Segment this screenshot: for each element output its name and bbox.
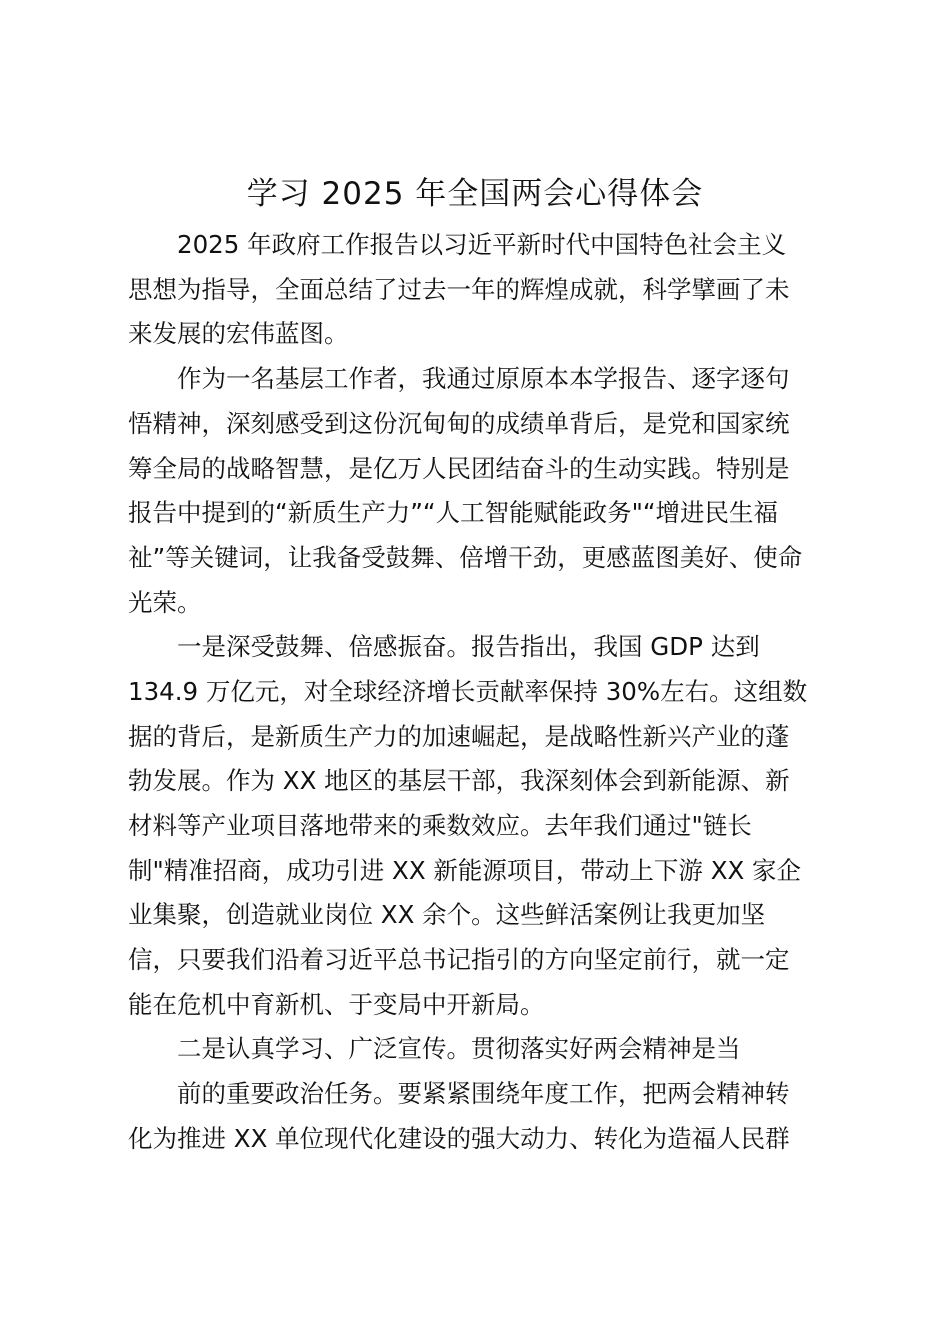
body-line-15: 制"精准招商，成功引进 XX 新能源项目，带动上下游 XX 家企: [128, 856, 802, 885]
body-line-17: 信，只要我们沿着习近平总书记指引的方向坚定前行，就一定: [128, 945, 790, 974]
body-line-6: 筹全局的战略智慧，是亿万人民团结奋斗的生动实践。特别是: [128, 454, 790, 483]
body-line-12: 据的背后，是新质生产力的加速崛起，是战略性新兴产业的蓬: [128, 722, 790, 751]
body-line-2: 思想为指导，全面总结了过去一年的辉煌成就，科学擘画了未: [128, 275, 790, 304]
body-line-8: 祉”等关键词，让我备受鼓舞、倍增干劲，更感蓝图美好、使命: [128, 543, 803, 572]
body-line-21: 化为推进 XX 单位现代化建设的强大动力、转化为造福人民群: [128, 1124, 790, 1153]
body-line-18: 能在危机中育新机、于变局中开新局。: [128, 990, 545, 1019]
body-line-3: 来发展的宏伟蓝图。: [128, 319, 349, 348]
body-line-19: 二是认真学习、广泛宣传。贯彻落实好两会精神是当: [177, 1034, 741, 1063]
body-line-16: 业集聚，创造就业岗位 XX 余个。这些鲜活案例让我更加坚: [128, 900, 766, 929]
body-line-13: 勃发展。作为 XX 地区的基层干部，我深刻体会到新能源、新: [128, 766, 790, 795]
body-line-20: 前的重要政治任务。要紧紧围绕年度工作，把两会精神转: [177, 1079, 790, 1108]
body-line-9: 光荣。: [128, 588, 202, 617]
document-title: 学习 2025 年全国两会心得体会: [246, 176, 704, 212]
body-line-7: 报告中提到的“新质生产力”“人工智能赋能政务"“增进民生福: [128, 498, 779, 527]
body-line-4: 作为一名基层工作者，我通过原原本本学报告、逐字逐句: [177, 364, 790, 393]
body-line-1: 2025 年政府工作报告以习近平新时代中国特色社会主义: [177, 230, 787, 259]
body-line-10: 一是深受鼓舞、倍感振奋。报告指出，我国 GDP 达到: [177, 632, 760, 661]
body-line-14: 材料等产业项目落地带来的乘数效应。去年我们通过"链长: [128, 811, 752, 840]
body-line-5: 悟精神，深刻感受到这份沉甸甸的成绩单背后，是党和国家统: [128, 409, 790, 438]
body-line-11: 134.9 万亿元，对全球经济增长贡献率保持 30%左右。这组数: [128, 677, 808, 706]
